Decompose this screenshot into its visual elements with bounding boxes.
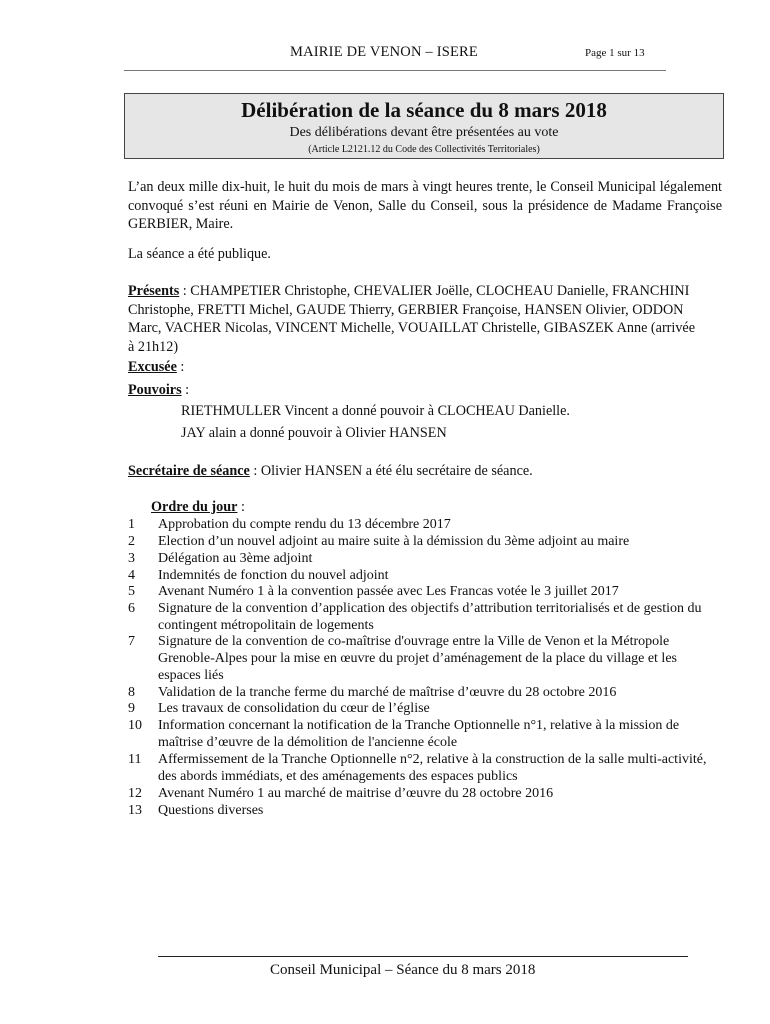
legal-reference: (Article L2121.12 du Code des Collectivités Territoriales) xyxy=(308,144,540,155)
agenda-item-number: 1 xyxy=(128,517,135,532)
agenda-item xyxy=(128,533,728,550)
pouvoir-item: JAY alain a donné pouvoir à Olivier HANSEN xyxy=(181,425,447,441)
agenda-item-number: 9 xyxy=(128,701,135,716)
agenda-item xyxy=(128,550,728,567)
agenda-item-text: Indemnités de fonction du nouvel adjoint xyxy=(158,568,389,583)
agenda-item-text: Signature de la convention de co-maîtrise d'ouvrage entre la Ville de Venon et la Métropole Grenoble-Alpes pour la mise en œuvre du projet d’aménagement de la place du village et les espaces liés xyxy=(158,634,677,683)
agenda-item-number: 5 xyxy=(128,584,135,599)
agenda-item-text: Affermissement de la Tranche Optionnelle n°2, relative à la construction de la salle multi-activité, des abords immédiats, et des aménagements des espaces publics xyxy=(158,752,707,784)
agenda-item xyxy=(128,717,728,751)
agenda-item-text: Signature de la convention d’application des objectifs d’attribution territorialisés et de gestion du contingent métropolitain de logements xyxy=(158,601,702,633)
agenda-item-text: Avenant Numéro 1 à la convention passée avec Les Francas votée le 3 juillet 2017 xyxy=(158,584,619,599)
agenda-item xyxy=(128,700,728,717)
header-divider xyxy=(124,70,666,71)
agenda-item-text: Délégation au 3ème adjoint xyxy=(158,551,313,566)
agenda-item xyxy=(128,516,728,533)
excusee-label: Excusée xyxy=(128,359,177,375)
public-session-note: La séance a été publique. xyxy=(128,246,271,262)
intro-paragraph: L’an deux mille dix-huit, le huit du mois de mars à vingt heures trente, le Conseil Municipal légalement convoqué s’est réuni en Mairie de Venon, Salle du Conseil, sous la présidence de Madame Françoise GERBIER, Maire. xyxy=(128,179,722,232)
agenda-item-number: 3 xyxy=(128,551,135,566)
header-title: MAIRIE DE VENON – ISERE xyxy=(290,44,478,60)
presents-section xyxy=(128,282,696,356)
agenda-item xyxy=(128,785,728,802)
agenda-item-number: 4 xyxy=(128,568,135,583)
document-subtitle: Des délibérations devant être présentées au vote xyxy=(289,125,559,140)
agenda-item xyxy=(128,751,728,785)
excusee-sep: : xyxy=(176,359,185,375)
agenda-item-text: Approbation du compte rendu du 13 décembre 2017 xyxy=(158,517,451,532)
agenda-item xyxy=(128,633,728,684)
agenda-item-text: Avenant Numéro 1 au marché de maitrise d’œuvre du 28 octobre 2016 xyxy=(158,786,554,801)
excusee-section xyxy=(128,358,184,377)
agenda-item-number: 2 xyxy=(128,534,135,549)
title-box xyxy=(124,93,724,159)
agenda-item-number: 11 xyxy=(128,752,142,767)
agenda-item-text: Questions diverses xyxy=(158,803,264,818)
footer-text: Conseil Municipal – Séance du 8 mars 2018 xyxy=(270,962,536,978)
agenda-item-number: 13 xyxy=(128,803,142,818)
secretaire-sep: : xyxy=(249,463,261,479)
agenda-item xyxy=(128,802,728,819)
pouvoirs-section xyxy=(128,381,189,400)
secretaire-label: Secrétaire de séance xyxy=(128,463,250,479)
agenda-item-number: 6 xyxy=(128,601,135,616)
agenda-item-text: Les travaux de consolidation du cœur de l’église xyxy=(158,701,430,716)
pouvoirs-label: Pouvoirs xyxy=(128,382,182,398)
agenda-item xyxy=(128,567,728,584)
presents-sep: : xyxy=(179,283,191,299)
agenda-item-text: Validation de la tranche ferme du marché de maîtrise d’œuvre du 28 octobre 2016 xyxy=(158,685,617,700)
agenda-item-text: Information concernant la notification de la Tranche Optionnelle n°1, relative à la mission de maîtrise d’œuvre de la démolition de l'ancienne école xyxy=(158,718,680,750)
agenda-item-number: 8 xyxy=(128,685,135,700)
pouvoirs-sep: : xyxy=(181,382,190,398)
pouvoir-item: RIETHMULLER Vincent a donné pouvoir à CLOCHEAU Danielle. xyxy=(181,403,570,419)
agenda-item-number: 10 xyxy=(128,718,142,733)
agenda-item xyxy=(128,684,728,701)
presents-list: CHAMPETIER Christophe, CHEVALIER Joëlle, CLOCHEAU Danielle, FRANCHINI Christophe, FRETTI Michel, GAUDE Thierry, GERBIER Françoise, HANSEN Olivier, ODDON Marc, VACHER Nicolas, VINCENT Michelle, VOUAILLAT Christelle, GIBASZEK Anne (arrivée à 21h12) xyxy=(128,283,696,355)
page-number: Page 1 sur 13 xyxy=(585,47,645,59)
secretaire-text: Olivier HANSEN a été élu secrétaire de séance. xyxy=(260,463,533,479)
presents-label: Présents xyxy=(128,283,180,299)
document-title: Délibération de la séance du 8 mars 2018 xyxy=(241,98,607,122)
agenda-item-text: Election d’un nouvel adjoint au maire suite à la démission du 3ème adjoint au maire xyxy=(158,534,630,549)
agenda-label: Ordre du jour xyxy=(151,499,238,515)
agenda-item xyxy=(128,583,728,600)
agenda-heading xyxy=(151,498,245,517)
secretaire-section xyxy=(128,462,722,481)
agenda-item xyxy=(128,600,728,634)
agenda-item-number: 12 xyxy=(128,786,142,801)
agenda-sep: : xyxy=(237,499,245,515)
agenda-item-number: 7 xyxy=(128,634,135,649)
footer-divider xyxy=(158,956,688,957)
